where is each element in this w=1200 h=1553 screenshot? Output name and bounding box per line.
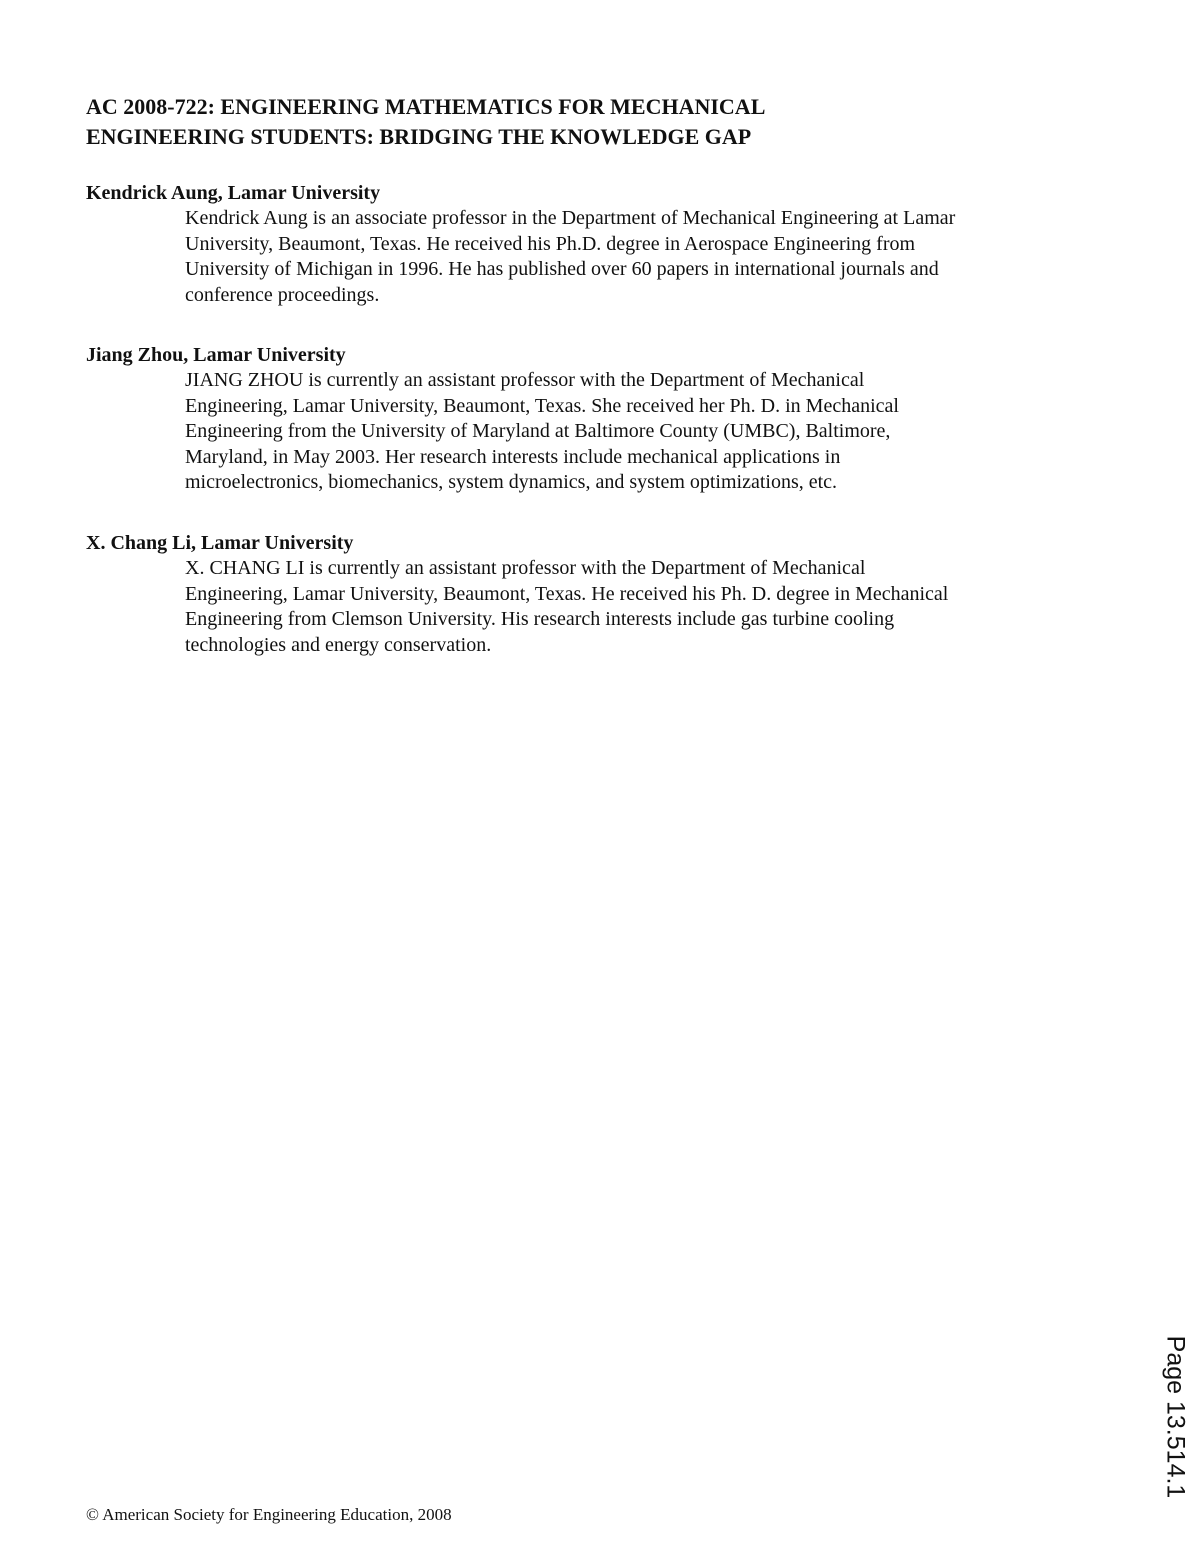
author-block-2 [86, 342, 1116, 496]
author-bio-line: technologies and energy conservation. [185, 633, 492, 656]
author-bio [185, 556, 1105, 658]
author-name: Jiang Zhou, Lamar University [86, 344, 346, 366]
author-bio-line: X. CHANG LI is currently an assistant professor with the Department of Mechanical [185, 557, 866, 579]
author-bio-line: University of Michigan in 1996. He has published over 60 papers in international journals and [185, 258, 939, 281]
author-bio-line: Kendrick Aung is an associate professor in the Department of Mechanical Engineering at Lamar [185, 207, 956, 229]
copyright-footer: © American Society for Engineering Education, 2008 [86, 1505, 452, 1524]
author-bio-line: Engineering, Lamar University, Beaumont, Texas. She received her Ph. D. in Mechanical [185, 394, 899, 417]
paper-title [86, 92, 1126, 152]
author-bio-line: microelectronics, biomechanics, system dynamics, and system optimizations, etc. [185, 471, 838, 494]
author-bio-line: Engineering, Lamar University, Beaumont, Texas. He received his Ph. D. degree in Mechanical [185, 582, 949, 605]
author-bio [185, 206, 1105, 308]
author-bio-line: Maryland, in May 2003. Her research interests include mechanical applications in [185, 445, 841, 468]
author-bio-line: Engineering from Clemson University. His research interests include gas turbine cooling [185, 608, 895, 631]
author-name: X. Chang Li, Lamar University [86, 532, 354, 554]
author-bio-line: Engineering from the University of Maryland at Baltimore County (UMBC), Baltimore, [185, 420, 891, 443]
author-bio [185, 368, 1105, 496]
paper-title-line-2: ENGINEERING STUDENTS: BRIDGING THE KNOWLEDGE GAP [86, 124, 752, 149]
author-bio-line: University, Beaumont, Texas. He received his Ph.D. degree in Aerospace Engineering from [185, 232, 916, 255]
author-bio-line: JIANG ZHOU is currently an assistant professor with the Department of Mechanical [185, 369, 865, 391]
paper-title-line-1: AC 2008-722: ENGINEERING MATHEMATICS FOR MECHANICAL [86, 94, 766, 119]
author-bio-line: conference proceedings. [185, 283, 380, 306]
author-name: Kendrick Aung, Lamar University [86, 182, 381, 204]
page-number: Page 13.514.1 [1161, 1335, 1190, 1499]
author-block-3 [86, 530, 1116, 658]
author-block-1 [86, 180, 1116, 308]
